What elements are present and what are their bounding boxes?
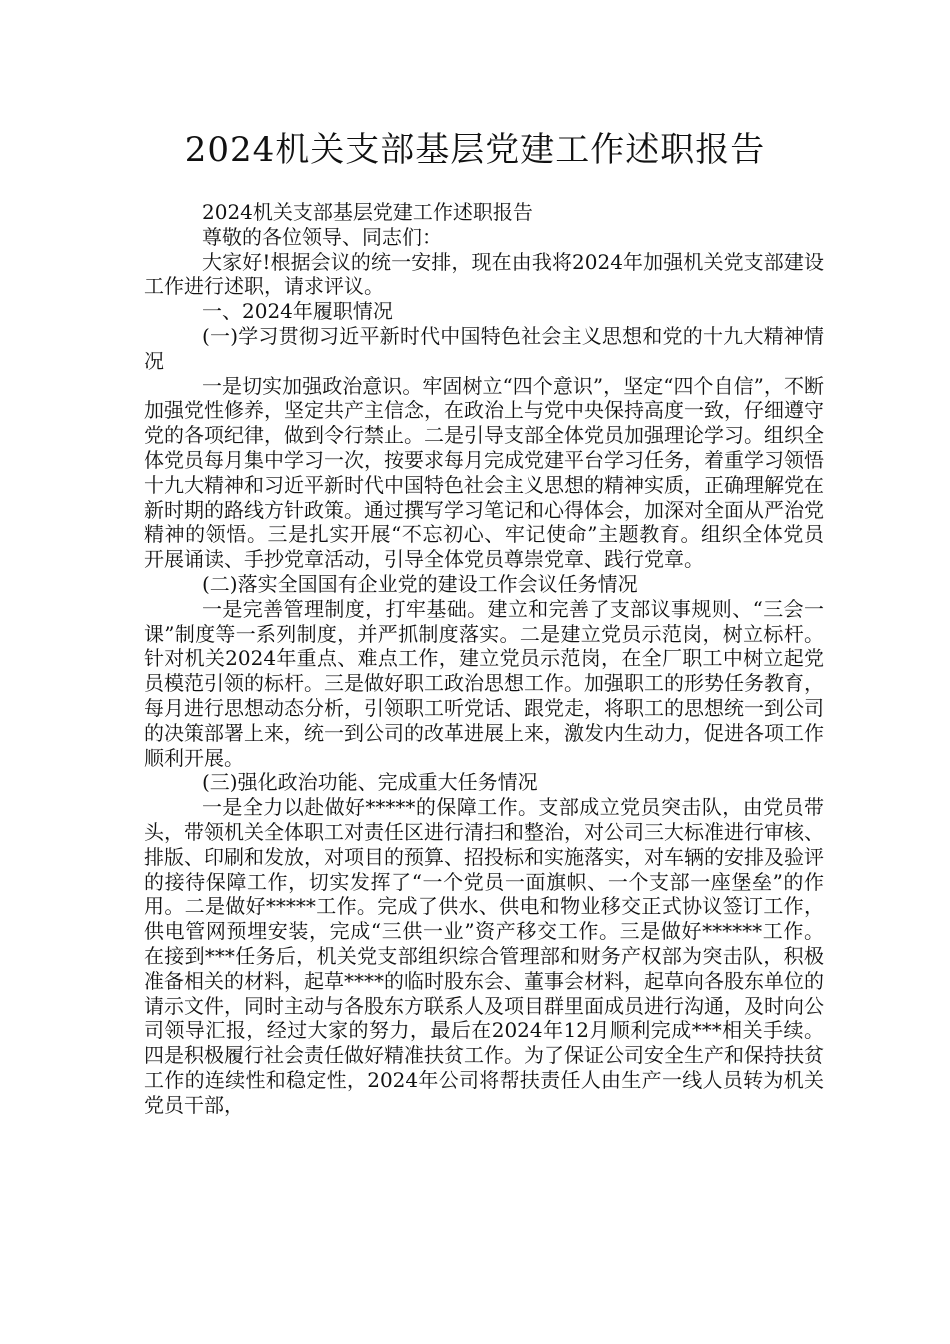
- section-heading-1: 一、2024年履职情况: [202, 299, 393, 324]
- document-title: 2024机关支部基层党建工作述职报告: [184, 130, 766, 170]
- subsection-heading-3: (三)强化政治功能、完成重大任务情况: [202, 770, 538, 795]
- document-body: [144, 200, 824, 1117]
- subsection-heading-1: (一)学习贯彻习近平新时代中国特色社会主义思想和党的十九大精神情况: [144, 323, 824, 373]
- paragraph-subtitle: 2024机关支部基层党建工作述职报告: [202, 200, 533, 224]
- paragraph-body-3: 一是全力以赴做好*****的保障工作。支部成立党员突击队，由党员带头，带领机关全体职工对责任区进行清扫和整治，对公司三大标准进行审核、排版、印刷和发放，对项目的预算、招投标和实施落实，对车辆的安排及验评的接待保障工作，切实发挥了“一个党员一面旗帜、一个支部一座堡垒”的作用。二是做好*****工作。完成了供水、供电和物业移交正式协议签订工作，供电管网预埋安装，完成“三供一业”资产移交工作。三是做好******工作。在接到***任务后，机关党支部组织综合管理部和财务产权部为突击队，积极准备相关的材料，起草****的临时股东会、董事会材料，起草向各股东单位的请示文件，同时主动与各股东方联系人及项目群里面成员进行沟通，及时向公司领导汇报，经过大家的努力，最后在2024年12月顺利完成***相关手续。四是积极履行社会责任做好精准扶贫工作。为了保证公司安全生产和保持扶贫工作的连续性和稳定性，2024年公司将帮扶责任人由生产一线人员转为机关党员干部，: [144, 795, 824, 1117]
- paragraph-salutation: 尊敬的各位领导、同志们：: [202, 224, 442, 249]
- paragraph-body-1: 一是切实加强政治意识。牢固树立“四个意识”，坚定“四个自信”，不断加强党性修养，坚定共产主信念，在政治上与党中央保持高度一致，仔细遵守党的各项纪律，做到令行禁止。二是引导支部全体党员加强理论学习。组织全体党员每月集中学习一次，按要求每月完成党建平台学习任务，着重学习领悟十九大精神和习近平新时代中国特色社会主义思想的精神实质，正确理解党在新时期的路线方针政策。通过撰写学习笔记和心得体会，加深对全面从严治党精神的领悟。三是扎实开展“不忘初心、牢记使命”主题教育。组织全体党员开展诵读、手抄党章活动，引导全体党员尊崇党章、践行党章。: [144, 373, 824, 572]
- paragraph-intro: 大家好!根据会议的统一安排，现在由我将2024年加强机关党支部建设工作进行述职，请求评议。: [144, 249, 824, 299]
- subsection-heading-2: (二)落实全国国有企业党的建设工作会议任务情况: [202, 571, 638, 596]
- paragraph-body-2: 一是完善管理制度，打牢基础。建立和完善了支部议事规则、“三会一课”制度等一系列制度，并严抓制度落实。二是建立党员示范岗，树立标杆。针对机关2024年重点、难点工作，建立党员示范岗，在全厂职工中树立起党员模范引领的标杆。三是做好职工政治思想工作。加强职工的形势任务教育，每月进行思想动态分析，引领职工听党话、跟党走，将职工的思想统一到公司的决策部署上来，统一到公司的改革进展上来，激发内生动力，促进各项工作顺利开展。: [144, 596, 824, 770]
